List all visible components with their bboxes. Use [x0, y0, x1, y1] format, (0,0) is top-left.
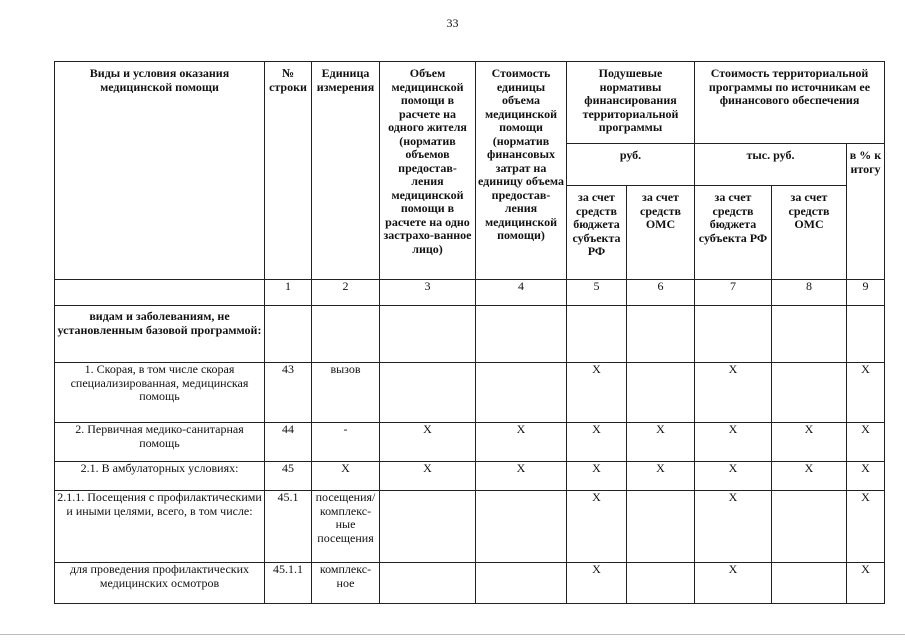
cell-col6 — [627, 306, 695, 363]
col-number: 9 — [847, 280, 885, 306]
table-row — [55, 563, 885, 604]
cell-col3 — [380, 363, 476, 423]
header-volume: Объем медицинской помощи в расчете на одного жителя (норматив объемов предостав-ления медицинской помощи в расчете на одно застрахо-ванное лицо) — [380, 62, 476, 280]
row-name: для проведения профилактических медицинских осмотров — [55, 563, 265, 604]
header-oms-8: за счет средств ОМС — [772, 186, 847, 280]
row-number: 45 — [265, 462, 312, 491]
cell-col8 — [772, 306, 847, 363]
cell-col5: Х — [567, 563, 627, 604]
cell-col4: Х — [476, 462, 567, 491]
row-number: 44 — [265, 423, 312, 462]
cell-col5: Х — [567, 423, 627, 462]
row-name: 2. Первичная медико-санитарная помощь — [55, 423, 265, 462]
cell-col6 — [627, 363, 695, 423]
cell-col9: Х — [847, 462, 885, 491]
cell-col4 — [476, 491, 567, 563]
header-col-index — [55, 280, 265, 306]
cell-col8 — [772, 363, 847, 423]
col-number: 2 — [312, 280, 380, 306]
cell-col8: Х — [772, 462, 847, 491]
table-row — [55, 462, 885, 491]
page-number: 33 — [446, 16, 459, 30]
header-budget-7: за счет средств бюджета субъекта РФ — [695, 186, 772, 280]
row-name: 2.1. В амбулаторных условиях: — [55, 462, 265, 491]
cell-col3: Х — [380, 462, 476, 491]
cell-col9 — [847, 306, 885, 363]
cell-col4: Х — [476, 423, 567, 462]
cell-col7: Х — [695, 491, 772, 563]
cell-col7 — [695, 306, 772, 363]
cell-col4 — [476, 563, 567, 604]
header-oms-6: за счет средств ОМС — [627, 186, 695, 280]
col-number: 7 — [695, 280, 772, 306]
row-number: 43 — [265, 363, 312, 423]
table-row — [55, 491, 885, 563]
header-budget-5: за счет средств бюджета субъекта РФ — [567, 186, 627, 280]
row-unit: - — [312, 423, 380, 462]
header-per-capita: Подушевые нормативы финансирования территориальной программы — [567, 62, 695, 144]
cell-col9: Х — [847, 423, 885, 462]
table-row — [55, 423, 885, 462]
row-unit: Х — [312, 462, 380, 491]
medical-care-table — [54, 61, 885, 604]
cell-col7: Х — [695, 363, 772, 423]
table-row — [55, 306, 885, 363]
col-number: 4 — [476, 280, 567, 306]
col-number: 8 — [772, 280, 847, 306]
cell-col7: Х — [695, 423, 772, 462]
header-rub: руб. — [567, 144, 695, 186]
cell-col3 — [380, 563, 476, 604]
header-percent: в % к итогу — [847, 144, 885, 280]
cell-col5: Х — [567, 491, 627, 563]
cell-col6: Х — [627, 462, 695, 491]
table-row — [55, 363, 885, 423]
header-cost: Стоимость единицы объема медицинской помощи (норматив финансовых затрат на единицу объема предостав-ления медицинской помощи) — [476, 62, 567, 280]
cell-col5: Х — [567, 462, 627, 491]
cell-col6: Х — [627, 423, 695, 462]
row-number: 45.1 — [265, 491, 312, 563]
cell-col4 — [476, 306, 567, 363]
cell-col7: Х — [695, 563, 772, 604]
cell-col8: Х — [772, 423, 847, 462]
cell-col5 — [567, 306, 627, 363]
header-row-number: № строки — [265, 62, 312, 280]
row-name: видам и заболеваниям, не установленным базовой программой: — [55, 306, 265, 363]
cell-col3 — [380, 491, 476, 563]
cell-col9: Х — [847, 491, 885, 563]
header-types: Виды и условия оказания медицинской помощи — [55, 62, 265, 280]
row-number — [265, 306, 312, 363]
cell-col6 — [627, 563, 695, 604]
header-program-cost: Стоимость территориальной программы по источникам ее финансового обеспечения — [695, 62, 885, 144]
page-edge-divider — [0, 634, 905, 635]
cell-col7: Х — [695, 462, 772, 491]
row-name: 1. Скорая, в том числе скорая специализированная, медицинская помощь — [55, 363, 265, 423]
col-number: 5 — [567, 280, 627, 306]
cell-col9: Х — [847, 563, 885, 604]
row-unit: посещения/ комплекс-ные посещения — [312, 491, 380, 563]
cell-col4 — [476, 363, 567, 423]
col-number: 6 — [627, 280, 695, 306]
col-number: 3 — [380, 280, 476, 306]
header-thous-rub: тыс. руб. — [695, 144, 847, 186]
row-name: 2.1.1. Посещения с профилактическими и иными целями, всего, в том числе: — [55, 491, 265, 563]
cell-col6 — [627, 491, 695, 563]
cell-col3 — [380, 306, 476, 363]
cell-col3: Х — [380, 423, 476, 462]
cell-col8 — [772, 563, 847, 604]
row-number: 45.1.1 — [265, 563, 312, 604]
header-unit: Единица измерения — [312, 62, 380, 280]
cell-col9: Х — [847, 363, 885, 423]
cell-col5: Х — [567, 363, 627, 423]
row-unit: вызов — [312, 363, 380, 423]
row-unit — [312, 306, 380, 363]
row-unit: комплекс-ное — [312, 563, 380, 604]
cell-col8 — [772, 491, 847, 563]
col-number: 1 — [265, 280, 312, 306]
